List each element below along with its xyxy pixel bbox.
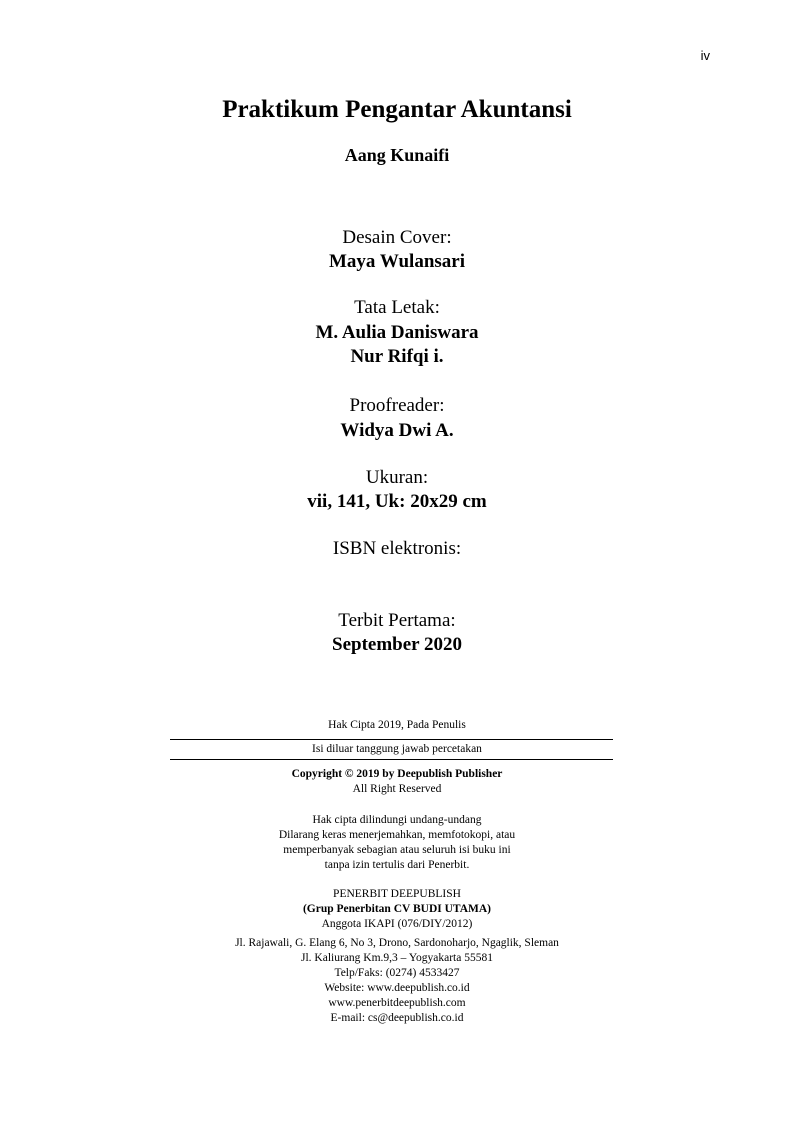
proofreader-name: Widya Dwi A.	[340, 420, 454, 441]
publisher-website-1: Website: www.deepublish.co.id	[324, 982, 470, 994]
rights-reserved: All Right Reserved	[352, 783, 442, 795]
law-line-4: tanpa izin tertulis dari Penerbit.	[324, 859, 470, 871]
proofreader-label: Proofreader:	[349, 395, 445, 416]
publisher-name: PENERBIT DEEPUBLISH	[333, 888, 461, 900]
size-label: Ukuran:	[365, 467, 429, 488]
publisher-address-1: Jl. Rajawali, G. Elang 6, No 3, Drono, Sardonoharjo, Ngaglik, Sleman	[235, 937, 559, 949]
publisher-address-2: Jl. Kaliurang Km.9,3 – Yogyakarta 55581	[301, 952, 493, 964]
cover-design-label: Desain Cover:	[342, 227, 452, 248]
copyright-notice: Copyright © 2019 by Deepublish Publisher	[291, 768, 503, 780]
book-title: Praktikum Pengantar Akuntansi	[222, 96, 572, 123]
publisher-group: (Grup Penerbitan CV BUDI UTAMA)	[302, 903, 492, 915]
divider-bottom	[170, 759, 613, 760]
publisher-phone: Telp/Faks: (0274) 4533427	[334, 967, 460, 979]
law-line-1: Hak cipta dilindungi undang-undang	[312, 814, 482, 826]
publisher-email: E-mail: cs@deepublish.co.id	[330, 1012, 464, 1024]
isbn-label: ISBN elektronis:	[332, 538, 462, 559]
layout-name-2: Nur Rifqi i.	[350, 346, 444, 367]
printing-disclaimer: Isi diluar tanggung jawab percetakan	[312, 743, 482, 755]
size-value: vii, 141, Uk: 20x29 cm	[307, 491, 487, 512]
page-number: iv	[700, 48, 710, 63]
cover-designer-name: Maya Wulansari	[328, 251, 465, 272]
law-line-2: Dilarang keras menerjemahkan, memfotokopi, atau	[278, 829, 516, 841]
layout-name-1: M. Aulia Daniswara	[315, 322, 479, 343]
first-published-label: Terbit Pertama:	[338, 610, 456, 631]
copyright-line: Hak Cipta 2019, Pada Penulis	[328, 719, 466, 731]
divider-top	[170, 739, 613, 740]
author-name: Aang Kunaifi	[344, 145, 450, 165]
publisher-website-2: www.penerbitdeepublish.com	[328, 997, 466, 1009]
publisher-member: Anggota IKAPI (076/DIY/2012)	[321, 918, 473, 930]
law-line-3: memperbanyak sebagian atau seluruh isi buku ini	[283, 844, 511, 856]
first-published-date: September 2020	[332, 634, 462, 655]
layout-label: Tata Letak:	[354, 297, 440, 318]
